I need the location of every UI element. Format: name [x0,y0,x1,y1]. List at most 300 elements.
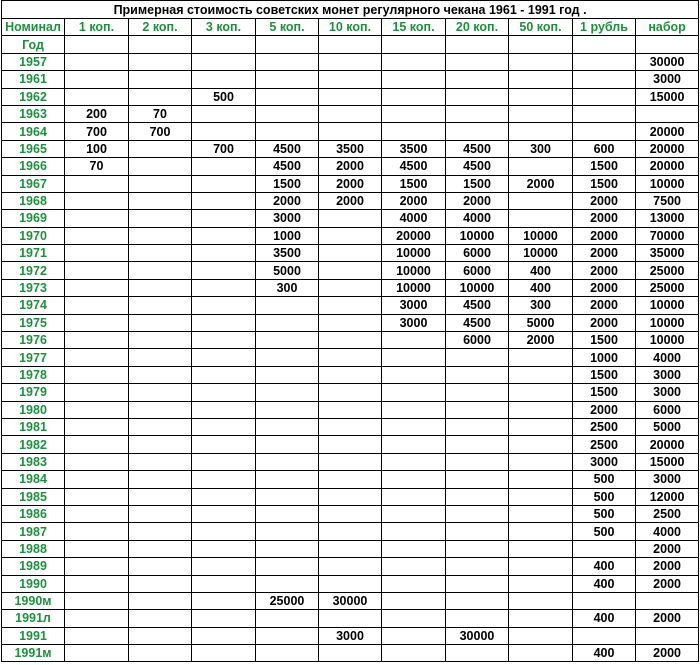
price-cell [509,349,573,366]
price-cell: 30000 [319,592,382,609]
price-cell [446,384,509,401]
price-cell: 10000 [446,279,509,296]
price-cell [129,488,192,505]
price-cell [65,523,129,540]
price-cell: 70 [65,158,129,175]
price-cell [446,418,509,435]
year-cell: 1970 [2,227,65,244]
price-cell [382,366,446,383]
price-cell: 30000 [446,627,509,644]
price-cell [319,645,382,662]
price-cell [319,349,382,366]
year-label-row [2,36,699,53]
price-cell: 500 [192,88,256,105]
price-cell [65,71,129,88]
price-cell [446,523,509,540]
price-cell [319,505,382,522]
price-cell: 6000 [636,401,699,418]
empty-cell [382,36,446,53]
table-row [2,488,699,505]
price-cell: 70 [129,105,192,122]
table-row [2,366,699,383]
price-cell [65,88,129,105]
price-cell [446,453,509,470]
price-cell: 20000 [636,140,699,157]
price-cell [129,453,192,470]
price-cell [65,558,129,575]
price-cell: 400 [509,262,573,279]
price-cell [65,645,129,662]
price-cell [573,540,636,557]
price-cell [129,158,192,175]
price-cell [256,627,319,644]
price-cell [446,575,509,592]
price-cell [192,523,256,540]
price-cell: 400 [573,575,636,592]
year-cell: 1977 [2,349,65,366]
table-row [2,453,699,470]
price-cell [129,366,192,383]
price-cell [192,297,256,314]
price-cell [129,418,192,435]
year-cell: 1981 [2,418,65,435]
price-cell: 20000 [382,227,446,244]
price-cell: 700 [65,123,129,140]
price-cell: 2000 [573,314,636,331]
year-cell: 1962 [2,88,65,105]
price-cell [509,592,573,609]
price-cell [319,88,382,105]
price-cell [129,332,192,349]
price-cell [573,627,636,644]
price-cell [129,610,192,627]
price-cell [636,105,699,122]
column-header: 3 коп. [192,19,256,36]
price-cell [129,71,192,88]
empty-cell [636,36,699,53]
price-cell: 2000 [319,192,382,209]
price-cell: 1500 [573,332,636,349]
price-cell [509,645,573,662]
column-header: 15 коп. [382,19,446,36]
price-cell [129,297,192,314]
price-cell [192,418,256,435]
price-cell [382,471,446,488]
price-cell [129,645,192,662]
price-cell: 6000 [446,262,509,279]
price-cell: 700 [192,140,256,157]
price-cell: 2000 [636,540,699,557]
empty-cell [65,36,129,53]
price-cell [573,123,636,140]
price-cell: 25000 [636,262,699,279]
price-cell: 15000 [636,88,699,105]
price-cell [192,453,256,470]
year-cell: 1963 [2,105,65,122]
column-header: 10 коп. [319,19,382,36]
price-cell: 6000 [446,332,509,349]
price-cell [129,575,192,592]
price-cell [65,192,129,209]
price-cell [256,71,319,88]
price-cell [129,210,192,227]
price-cell [382,418,446,435]
price-cell: 3000 [636,366,699,383]
price-cell [319,332,382,349]
price-cell: 15000 [636,453,699,470]
price-cell [509,192,573,209]
price-cell [129,436,192,453]
header-nominal: Номинал [2,19,65,36]
price-cell [129,523,192,540]
price-cell [256,401,319,418]
price-cell [192,384,256,401]
price-cell [382,384,446,401]
price-cell: 2000 [573,279,636,296]
price-cell: 1500 [573,366,636,383]
price-cell [509,384,573,401]
price-cell [382,627,446,644]
price-cell [65,575,129,592]
price-cell [256,88,319,105]
price-cell: 2000 [573,297,636,314]
price-cell [382,592,446,609]
price-cell [65,314,129,331]
price-cell [382,453,446,470]
price-cell [446,105,509,122]
price-cell [446,471,509,488]
table-row [2,349,699,366]
year-cell: 1986 [2,505,65,522]
price-cell: 1500 [256,175,319,192]
table-row [2,505,699,522]
price-cell [65,505,129,522]
price-cell: 25000 [636,279,699,296]
price-cell [636,592,699,609]
price-cell [382,332,446,349]
year-cell: 1991м [2,645,65,662]
price-cell [192,105,256,122]
price-cell: 10000 [382,245,446,262]
price-cell: 1500 [446,175,509,192]
year-cell: 1971 [2,245,65,262]
price-cell [129,279,192,296]
price-cell: 2000 [382,192,446,209]
price-cell [319,558,382,575]
table-row [2,279,699,296]
price-cell [382,645,446,662]
price-cell [382,488,446,505]
price-cell [65,627,129,644]
price-cell [192,192,256,209]
price-cell [382,575,446,592]
price-cell [319,488,382,505]
price-cell [256,610,319,627]
table-row [2,627,699,644]
year-cell: 1978 [2,366,65,383]
price-cell: 3000 [319,627,382,644]
price-cell [509,558,573,575]
price-cell: 600 [573,140,636,157]
price-cell [65,175,129,192]
year-cell: 1990м [2,592,65,609]
price-cell [509,523,573,540]
price-cell [382,88,446,105]
price-cell [65,245,129,262]
price-cell [382,105,446,122]
price-cell [509,540,573,557]
price-cell [129,192,192,209]
price-cell [319,314,382,331]
price-cell [65,297,129,314]
price-cell: 4500 [446,140,509,157]
price-cell [509,158,573,175]
price-cell [446,71,509,88]
price-cell [65,53,129,70]
price-cell [65,366,129,383]
price-cell [509,401,573,418]
price-cell [382,523,446,540]
table-row [2,262,699,279]
price-cell [509,610,573,627]
price-cell [319,453,382,470]
price-cell [129,88,192,105]
price-cell [129,175,192,192]
price-cell [319,279,382,296]
price-cell: 1500 [382,175,446,192]
price-cell [509,436,573,453]
year-cell: 1967 [2,175,65,192]
column-header: 2 коп. [129,19,192,36]
price-cell: 4500 [256,158,319,175]
coin-price-table [1,0,699,662]
price-cell: 20000 [636,158,699,175]
price-cell [256,105,319,122]
table-title: Примерная стоимость советских монет регулярного чекана 1961 - 1991 год . [2,1,699,19]
price-cell [319,245,382,262]
year-cell: 1984 [2,471,65,488]
price-cell: 25000 [256,592,319,609]
price-cell [65,540,129,557]
price-cell: 2000 [256,192,319,209]
price-cell: 13000 [636,210,699,227]
price-cell: 7500 [636,192,699,209]
price-cell: 10000 [636,332,699,349]
price-cell [65,418,129,435]
price-cell [192,123,256,140]
price-cell: 20000 [636,123,699,140]
price-cell [509,123,573,140]
price-cell: 4000 [636,349,699,366]
year-cell: 1991 [2,627,65,644]
table-row [2,175,699,192]
price-cell [319,471,382,488]
empty-cell [446,36,509,53]
price-cell [129,627,192,644]
price-cell [192,366,256,383]
price-cell: 2500 [573,418,636,435]
price-cell: 5000 [636,418,699,435]
price-cell [256,540,319,557]
price-cell [573,88,636,105]
price-cell [446,366,509,383]
price-cell [319,575,382,592]
price-cell [573,105,636,122]
header-year: Год [2,36,65,53]
price-cell [382,436,446,453]
price-cell [129,384,192,401]
price-cell [256,314,319,331]
price-cell [509,418,573,435]
price-cell [509,488,573,505]
price-cell [319,523,382,540]
price-cell [192,71,256,88]
price-cell [509,505,573,522]
price-cell [509,453,573,470]
price-cell [319,262,382,279]
price-cell [129,262,192,279]
table-row [2,418,699,435]
price-cell [509,575,573,592]
table-row [2,332,699,349]
price-cell: 10000 [636,175,699,192]
price-cell: 2500 [636,505,699,522]
price-cell [636,627,699,644]
price-cell: 4000 [636,523,699,540]
price-cell [446,610,509,627]
price-cell [65,227,129,244]
price-cell [192,610,256,627]
year-cell: 1988 [2,540,65,557]
price-cell [256,471,319,488]
price-cell [129,401,192,418]
column-header: 1 рубль [573,19,636,36]
price-cell [192,558,256,575]
price-cell [256,53,319,70]
price-cell: 4000 [382,210,446,227]
column-header: 50 коп. [509,19,573,36]
price-cell: 3000 [573,453,636,470]
price-cell [319,436,382,453]
price-cell [509,88,573,105]
price-cell [129,349,192,366]
price-cell [256,436,319,453]
price-cell [446,505,509,522]
price-cell: 4500 [446,158,509,175]
price-cell [192,540,256,557]
price-cell: 5000 [509,314,573,331]
price-cell: 300 [509,140,573,157]
price-cell [319,105,382,122]
price-cell: 2000 [573,210,636,227]
price-cell [319,540,382,557]
year-cell: 1966 [2,158,65,175]
price-cell [446,592,509,609]
table-row [2,575,699,592]
price-cell: 2000 [573,401,636,418]
price-cell [256,488,319,505]
empty-cell [573,36,636,53]
price-cell [509,71,573,88]
column-header: 1 коп. [65,19,129,36]
price-cell [129,245,192,262]
table-row [2,314,699,331]
table-row [2,645,699,662]
price-cell [319,227,382,244]
price-cell: 6000 [446,245,509,262]
price-cell: 3500 [256,245,319,262]
year-cell: 1972 [2,262,65,279]
price-cell: 10000 [509,245,573,262]
price-cell [319,418,382,435]
price-cell [446,123,509,140]
table-row [2,523,699,540]
price-cell [256,123,319,140]
table-row [2,140,699,157]
price-cell: 3500 [319,140,382,157]
price-cell: 400 [509,279,573,296]
column-header: 5 коп. [256,19,319,36]
year-cell: 1980 [2,401,65,418]
price-cell: 2000 [573,245,636,262]
table-body [2,53,699,662]
price-cell [192,262,256,279]
price-cell: 500 [573,505,636,522]
price-cell [192,575,256,592]
price-cell [573,592,636,609]
price-cell [256,575,319,592]
title-row [2,1,699,19]
price-cell [256,366,319,383]
price-cell [319,123,382,140]
price-cell [65,262,129,279]
price-cell: 500 [573,471,636,488]
price-cell [319,384,382,401]
price-cell [446,53,509,70]
column-header: набор [636,19,699,36]
price-cell: 4500 [382,158,446,175]
price-cell [192,645,256,662]
table-row [2,592,699,609]
price-cell [129,592,192,609]
price-cell [65,471,129,488]
price-cell: 500 [573,523,636,540]
price-cell [192,53,256,70]
price-cell: 500 [573,488,636,505]
empty-cell [192,36,256,53]
price-cell: 30000 [636,53,699,70]
price-cell: 10000 [382,279,446,296]
price-cell: 5000 [256,262,319,279]
table-row [2,436,699,453]
price-cell [319,71,382,88]
price-cell: 12000 [636,488,699,505]
price-cell [509,105,573,122]
price-cell [382,540,446,557]
price-cell: 300 [256,279,319,296]
price-cell [256,384,319,401]
price-cell: 10000 [509,227,573,244]
price-cell [65,279,129,296]
price-cell [446,88,509,105]
price-cell [192,436,256,453]
year-cell: 1973 [2,279,65,296]
price-cell [129,540,192,557]
price-cell [256,332,319,349]
price-cell [129,558,192,575]
empty-cell [319,36,382,53]
price-cell [256,297,319,314]
